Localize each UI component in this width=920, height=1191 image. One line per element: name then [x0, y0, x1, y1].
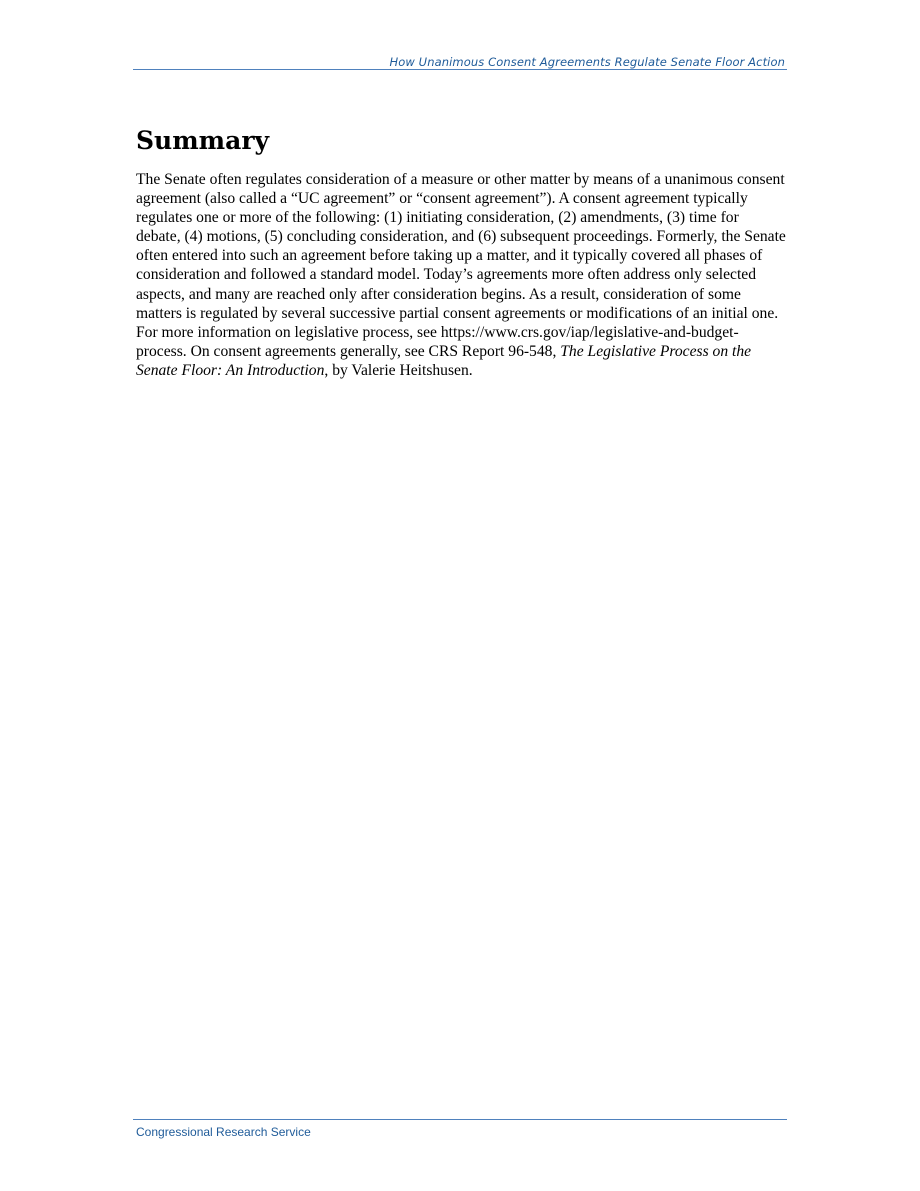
running-footer — [133, 1119, 787, 1141]
running-header-title: How Unanimous Consent Agreements Regulate Senate Floor Action — [389, 55, 785, 69]
running-header — [133, 53, 787, 70]
footer-organization: Congressional Research Service — [136, 1125, 311, 1139]
summary-section — [136, 124, 786, 380]
summary-paragraph-author: , by Valerie Heitshusen. — [324, 361, 473, 379]
report-title: The Legislative Process on the Senate Floor: An Introduction — [136, 342, 752, 379]
summary-heading: Summary — [136, 126, 270, 155]
summary-paragraph — [136, 170, 786, 380]
summary-paragraph-text: The Senate often regulates consideration of a measure or other matter by means of a unanimous consent agreement (also called a “UC agreement” or “consent agreement”). A consent agreement typically regulates one or more of the following: (1) initiating consideration, (2) amendments, (3) time for debate, (4) motions, (5) concluding consideration, and (6) subsequent proceedings. Formerly, the Senate often entered into such an agreement before taking up a matter, and it typically covered all phases of consideration and followed a standard model. Today’s agreements more often address only selected aspects, and many are reached only after consideration begins. As a result, consideration of some matters is regulated by several successive partial consent agreements or modifications of an initial one. For more information on legislative process, see https://www.crs.gov/iap/legislative-and-budget-process. On consent agreements generally, see CRS Report 96-548, — [136, 171, 786, 360]
